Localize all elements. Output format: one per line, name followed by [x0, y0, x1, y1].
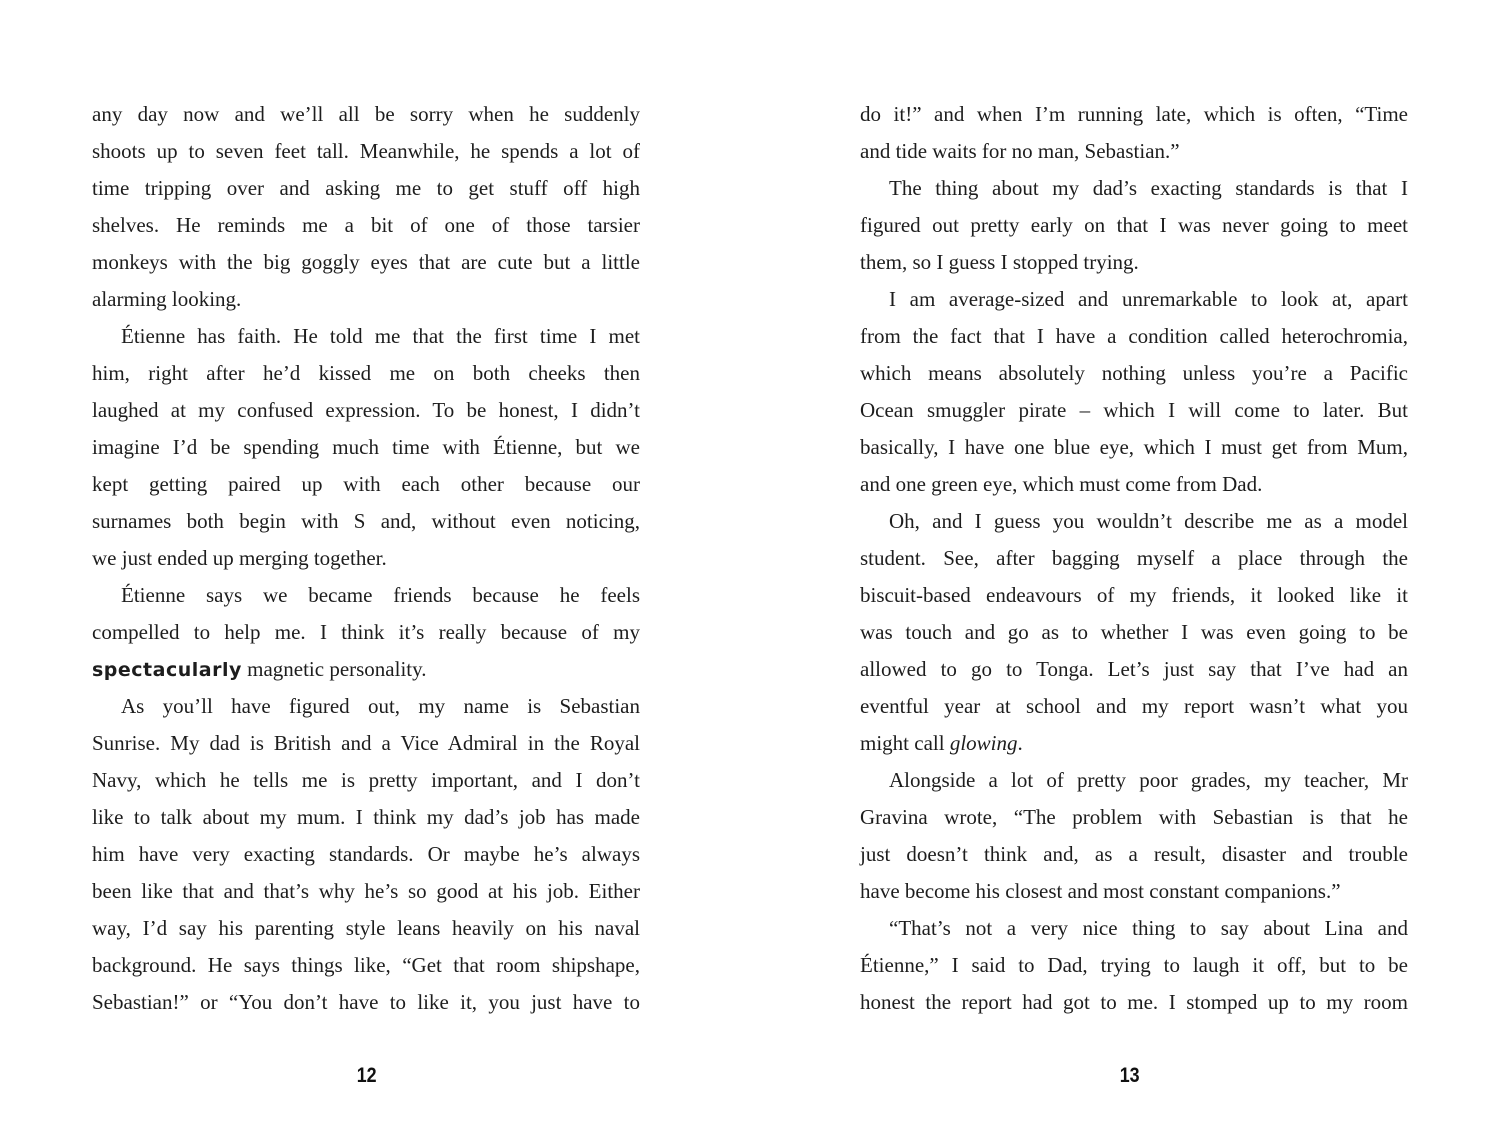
line-text: shoots up to seven feet tall. Meanwhile, he spends a lot of — [92, 139, 640, 163]
text-line — [92, 540, 640, 577]
line-text: allowed to go to Tonga. Let’s just say that I’ve had an — [860, 657, 1408, 681]
text-line — [860, 577, 1408, 614]
line-text: I am average-sized and unremarkable to look at, apart — [889, 287, 1408, 311]
text-line — [860, 244, 1408, 281]
line-text: basically, I have one blue eye, which I must get from Mum, — [860, 435, 1408, 459]
emphasized-word: spectacularly — [92, 659, 242, 681]
line-text: Sebastian!” or “You don’t have to like it, you just have to — [92, 990, 640, 1014]
text-line — [92, 614, 640, 651]
text-line — [860, 355, 1408, 392]
text-line — [860, 984, 1408, 1021]
text-line — [860, 466, 1408, 503]
line-text: magnetic personality. — [241, 657, 427, 681]
line-text: kept getting paired up with each other because our — [92, 472, 640, 496]
line-text: The thing about my dad’s exacting standards is that I — [889, 176, 1408, 200]
text-line — [92, 207, 640, 244]
text-line — [92, 244, 640, 281]
line-text: was touch and go as to whether I was even going to be — [860, 620, 1408, 644]
text-line — [860, 651, 1408, 688]
page-number-left: 12 — [356, 1064, 377, 1087]
line-text: Navy, which he tells me is pretty important, and I don’t — [92, 768, 640, 792]
text-line — [92, 651, 640, 688]
line-text: from the fact that I have a condition called heterochromia, — [860, 324, 1408, 348]
line-text: them, so I guess I stopped trying. — [860, 250, 1139, 274]
line-text: Ocean smuggler pirate – which I will come to later. But — [860, 398, 1408, 422]
line-text: Oh, and I guess you wouldn’t describe me as a model — [889, 509, 1408, 533]
text-line — [860, 688, 1408, 725]
text-line — [860, 762, 1408, 799]
line-text: Étienne has faith. He told me that the first time I met — [121, 324, 640, 348]
line-text: and tide waits for no man, Sebastian.” — [860, 139, 1180, 163]
text-line — [92, 762, 640, 799]
text-line — [860, 133, 1408, 170]
text-line — [860, 392, 1408, 429]
text-line — [92, 318, 640, 355]
line-text: might call — [860, 731, 950, 755]
line-text: As you’ll have figured out, my name is Sebastian — [121, 694, 640, 718]
line-text: background. He says things like, “Get that room shipshape, — [92, 953, 640, 977]
line-text: we just ended up merging together. — [92, 546, 387, 570]
line-text: have become his closest and most constant companions.” — [860, 879, 1341, 903]
line-text: and one green eye, which must come from Dad. — [860, 472, 1263, 496]
page-number-right: 13 — [1119, 1064, 1140, 1087]
line-text: Sunrise. My dad is British and a Vice Admiral in the Royal — [92, 731, 640, 755]
text-line — [860, 318, 1408, 355]
line-text: figured out pretty early on that I was never going to meet — [860, 213, 1408, 237]
text-line — [92, 170, 640, 207]
text-line — [860, 429, 1408, 466]
text-line — [92, 725, 640, 762]
line-text: “That’s not a very nice thing to say about Lina and — [889, 916, 1408, 940]
line-text: any day now and we’ll all be sorry when he suddenly — [92, 102, 640, 126]
text-line — [92, 799, 640, 836]
line-text: surnames both begin with S and, without even noticing, — [92, 509, 640, 533]
line-text: which means absolutely nothing unless you’re a Pacific — [860, 361, 1408, 385]
text-line — [860, 614, 1408, 651]
text-line — [860, 281, 1408, 318]
line-text: Étienne says we became friends because he feels — [121, 583, 640, 607]
text-line — [860, 910, 1408, 947]
line-text: honest the report had got to me. I stomped up to my room — [860, 990, 1408, 1014]
text-line — [860, 725, 1408, 762]
text-line — [92, 392, 640, 429]
line-text: Étienne,” I said to Dad, trying to laugh it off, but to be — [860, 953, 1408, 977]
text-line — [860, 799, 1408, 836]
text-line — [860, 96, 1408, 133]
line-text: him, right after he’d kissed me on both cheeks then — [92, 361, 640, 385]
line-text: Alongside a lot of pretty poor grades, my teacher, Mr — [889, 768, 1408, 792]
right-page-body — [860, 96, 1408, 1021]
line-text: been like that and that’s why he’s so good at his job. Either — [92, 879, 640, 903]
text-line — [92, 910, 640, 947]
text-line — [860, 836, 1408, 873]
text-line — [92, 984, 640, 1021]
text-line — [92, 96, 640, 133]
line-text: student. See, after bagging myself a place through the — [860, 546, 1408, 570]
text-line — [860, 207, 1408, 244]
text-line — [92, 281, 640, 318]
line-text: eventful year at school and my report wasn’t what you — [860, 694, 1408, 718]
line-text: laughed at my confused expression. To be honest, I didn’t — [92, 398, 640, 422]
line-text: like to talk about my mum. I think my dad’s job has made — [92, 805, 640, 829]
text-line — [860, 540, 1408, 577]
left-page-body — [92, 96, 640, 1021]
text-line — [860, 947, 1408, 984]
text-line — [860, 503, 1408, 540]
line-text: alarming looking. — [92, 287, 242, 311]
text-line — [92, 355, 640, 392]
text-line — [92, 466, 640, 503]
text-line — [92, 577, 640, 614]
line-text: him have very exacting standards. Or maybe he’s always — [92, 842, 640, 866]
text-line — [860, 170, 1408, 207]
line-text: biscuit-based endeavours of my friends, it looked like it — [860, 583, 1408, 607]
line-text-after: . — [1017, 731, 1023, 755]
text-line — [92, 836, 640, 873]
line-text: monkeys with the big goggly eyes that are cute but a little — [92, 250, 640, 274]
line-text: way, I’d say his parenting style leans heavily on his naval — [92, 916, 640, 940]
text-line — [92, 133, 640, 170]
text-line — [92, 688, 640, 725]
text-line — [92, 429, 640, 466]
text-line — [92, 503, 640, 540]
italic-word: glowing — [949, 731, 1018, 755]
line-text: compelled to help me. I think it’s really because of my — [92, 620, 640, 644]
text-line — [860, 873, 1408, 910]
line-text: just doesn’t think and, as a result, disaster and trouble — [860, 842, 1408, 866]
line-text: do it!” and when I’m running late, which is often, “Time — [860, 102, 1408, 126]
text-line — [92, 947, 640, 984]
line-text: time tripping over and asking me to get stuff off high — [92, 176, 640, 200]
text-line — [92, 873, 640, 910]
line-text: imagine I’d be spending much time with Étienne, but we — [92, 435, 640, 459]
line-text: shelves. He reminds me a bit of one of those tarsier — [92, 213, 640, 237]
line-text: Gravina wrote, “The problem with Sebastian is that he — [860, 805, 1408, 829]
